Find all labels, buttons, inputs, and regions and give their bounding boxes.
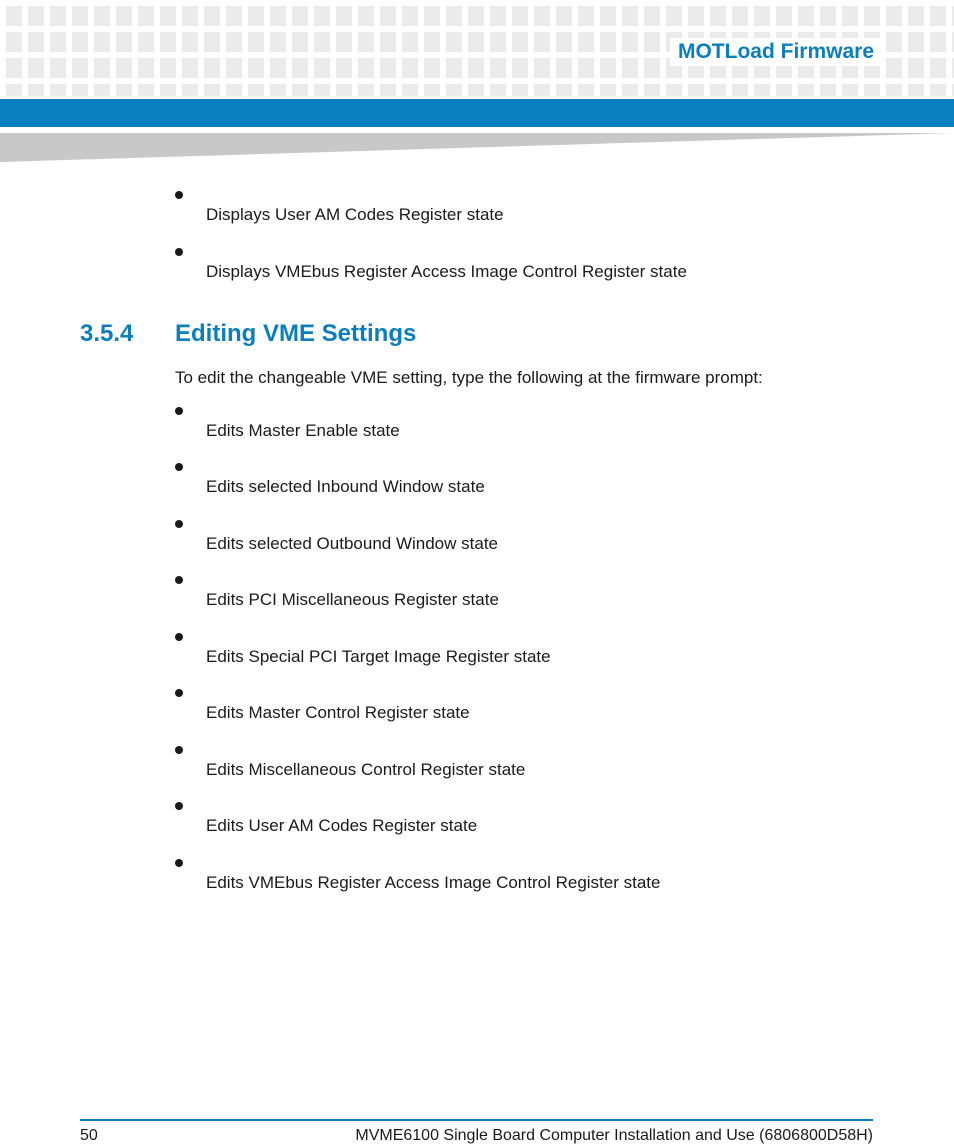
page-number: 50 xyxy=(80,1127,98,1144)
bullet-icon xyxy=(175,191,183,199)
section-title: Editing VME Settings xyxy=(175,320,417,347)
footer-rule xyxy=(80,1119,873,1121)
list-item-text: Edits Special PCI Target Image Register state xyxy=(206,647,551,666)
bullet-icon xyxy=(175,520,183,528)
running-header-title: MOTLoad Firmware xyxy=(677,40,874,63)
bullet-icon xyxy=(175,689,183,697)
bullet-icon xyxy=(175,463,183,471)
list-item-text: Displays VMEbus Register Access Image Control Register state xyxy=(206,262,687,281)
section-intro: To edit the changeable VME setting, type the following at the firmware prompt: xyxy=(175,368,763,387)
bullet-icon xyxy=(175,576,183,584)
list-item-text: Edits User AM Codes Register state xyxy=(206,816,478,835)
header-title-box xyxy=(670,38,882,66)
list-item-text: Displays User AM Codes Register state xyxy=(206,205,504,224)
header-blue-bar xyxy=(0,99,954,127)
list-item-text: Edits PCI Miscellaneous Register state xyxy=(206,590,499,609)
bullet-icon xyxy=(175,859,183,867)
list-item-text: Edits Master Control Register state xyxy=(206,703,470,722)
list-item-text: Edits Master Enable state xyxy=(206,421,400,440)
bullet-icon xyxy=(175,746,183,754)
list-item-text: Edits VMEbus Register Access Image Control Register state xyxy=(206,873,661,892)
list-item-text: Edits Miscellaneous Control Register state xyxy=(206,760,526,779)
bullet-icon xyxy=(175,248,183,256)
list-item-text: Edits selected Inbound Window state xyxy=(206,477,485,496)
header-grey-wedge xyxy=(0,127,954,163)
bullet-icon xyxy=(175,633,183,641)
bullet-icon xyxy=(175,407,183,415)
bullet-icon xyxy=(175,802,183,810)
section-number: 3.5.4 xyxy=(80,320,134,347)
list-item-text: Edits selected Outbound Window state xyxy=(206,534,498,553)
footer-document-title: MVME6100 Single Board Computer Installation and Use (6806800D58H) xyxy=(355,1127,873,1144)
